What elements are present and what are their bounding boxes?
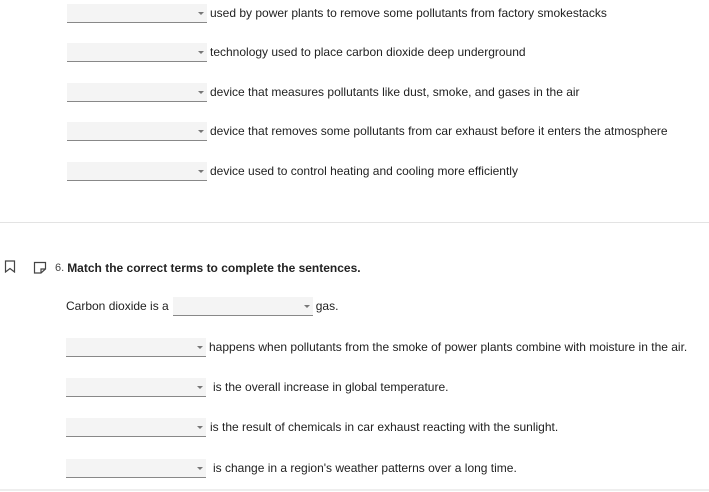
q6-row	[66, 417, 558, 437]
chevron-down-icon	[198, 12, 204, 15]
sentence-text: gas.	[315, 299, 339, 313]
term-dropdown[interactable]	[67, 122, 207, 141]
q5-row	[67, 161, 518, 181]
term-dropdown[interactable]	[66, 459, 206, 478]
term-dropdown[interactable]	[66, 338, 206, 357]
bookmark-icon[interactable]	[4, 260, 16, 273]
definition-text: used by power plants to remove some pollutants from factory smokestacks	[210, 6, 607, 20]
sentence-text: Carbon dioxide is a	[66, 299, 169, 313]
chevron-down-icon	[304, 305, 310, 308]
definition-text: device that measures pollutants like dust, smoke, and gases in the air	[210, 85, 580, 99]
question-title: Match the correct terms to complete the sentences.	[67, 261, 361, 275]
chevron-down-icon	[198, 91, 204, 94]
question-header	[55, 258, 361, 278]
q6-row	[66, 337, 687, 357]
term-dropdown[interactable]	[67, 83, 207, 102]
definition-text: technology used to place carbon dioxide deep underground	[210, 45, 526, 59]
definition-text: device used to control heating and cooling more efficiently	[210, 164, 518, 178]
chevron-down-icon	[197, 386, 203, 389]
q5-row	[67, 82, 580, 102]
term-dropdown[interactable]	[67, 162, 207, 181]
divider	[0, 222, 709, 223]
term-dropdown[interactable]	[66, 418, 206, 437]
chevron-down-icon	[197, 467, 203, 470]
q5-row	[67, 42, 526, 62]
sentence-text: is change in a region's weather patterns over a long time.	[213, 461, 517, 475]
chevron-down-icon	[198, 130, 204, 133]
term-dropdown[interactable]	[66, 378, 206, 397]
term-dropdown[interactable]	[67, 4, 207, 23]
term-dropdown[interactable]	[173, 297, 313, 316]
sentence-text: is the overall increase in global temperature.	[213, 380, 449, 394]
divider	[0, 489, 709, 491]
sentence-text: happens when pollutants from the smoke of power plants combine with moisture in the air.	[209, 340, 688, 354]
q6-row	[66, 458, 517, 478]
chevron-down-icon	[198, 170, 204, 173]
definition-text: device that removes some pollutants from car exhaust before it enters the atmosphere	[210, 124, 668, 138]
q6-row	[66, 296, 338, 316]
chevron-down-icon	[197, 426, 203, 429]
question-number: 6.	[55, 262, 65, 274]
q5-row	[67, 121, 668, 141]
q6-row	[66, 377, 448, 397]
note-icon[interactable]	[33, 261, 47, 274]
term-dropdown[interactable]	[67, 43, 207, 62]
chevron-down-icon	[198, 51, 204, 54]
q5-row	[67, 3, 607, 23]
chevron-down-icon	[197, 346, 203, 349]
sentence-text: is the result of chemicals in car exhaust reacting with the sunlight.	[210, 420, 559, 434]
